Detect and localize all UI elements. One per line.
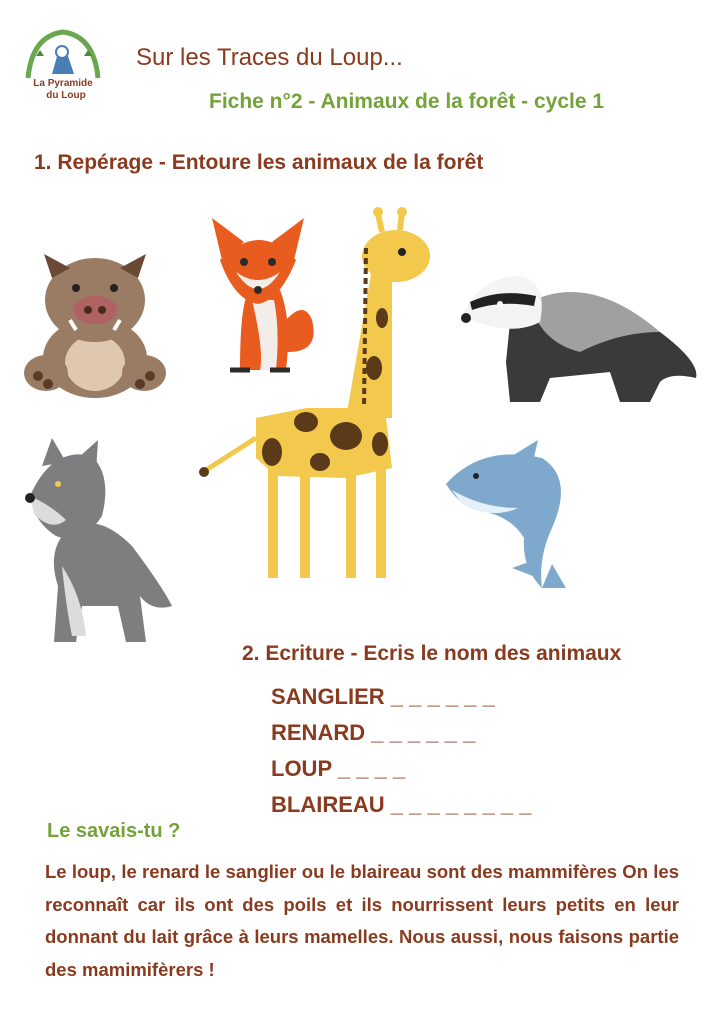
badger-illustration bbox=[460, 262, 700, 408]
pyramide-du-loup-logo bbox=[22, 26, 104, 102]
page-title: Sur les Traces du Loup... bbox=[136, 44, 403, 71]
dolphin-illustration bbox=[442, 438, 582, 598]
word-sanglier[interactable]: SANGLIER _ _ _ _ _ _ bbox=[271, 684, 495, 709]
logo-text-line2: du Loup bbox=[46, 90, 86, 101]
section2-heading: 2. Ecriture - Ecris le nom des animaux bbox=[242, 642, 622, 665]
fact-text: Le loup, le renard le sanglier ou le blaireau sont des mammifères On les reconnaît car ils ont des poils et ils nourrissent leurs petits en leur donnant du lait grâce à leurs mamelles. Nous aussi, nous faisons partie des mamimifèrers ! bbox=[45, 861, 679, 980]
worksheet-subtitle: Fiche n°2 - Animaux de la forêt - cycle 1 bbox=[209, 90, 605, 113]
word-blaireau[interactable]: BLAIREAU _ _ _ _ _ _ _ _ bbox=[271, 792, 532, 817]
giraffe-illustration bbox=[196, 208, 440, 584]
word-renard[interactable]: RENARD _ _ _ _ _ _ bbox=[271, 720, 476, 745]
section1-heading: 1. Repérage - Entoure les animaux de la forêt bbox=[34, 151, 484, 174]
word-loup[interactable]: LOUP _ _ _ _ bbox=[271, 756, 406, 781]
fact-title: Le savais-tu ? bbox=[47, 820, 181, 842]
logo-text-line1: La Pyramide bbox=[33, 78, 93, 89]
wolf-illustration bbox=[22, 436, 178, 644]
boar-illustration bbox=[22, 248, 168, 400]
